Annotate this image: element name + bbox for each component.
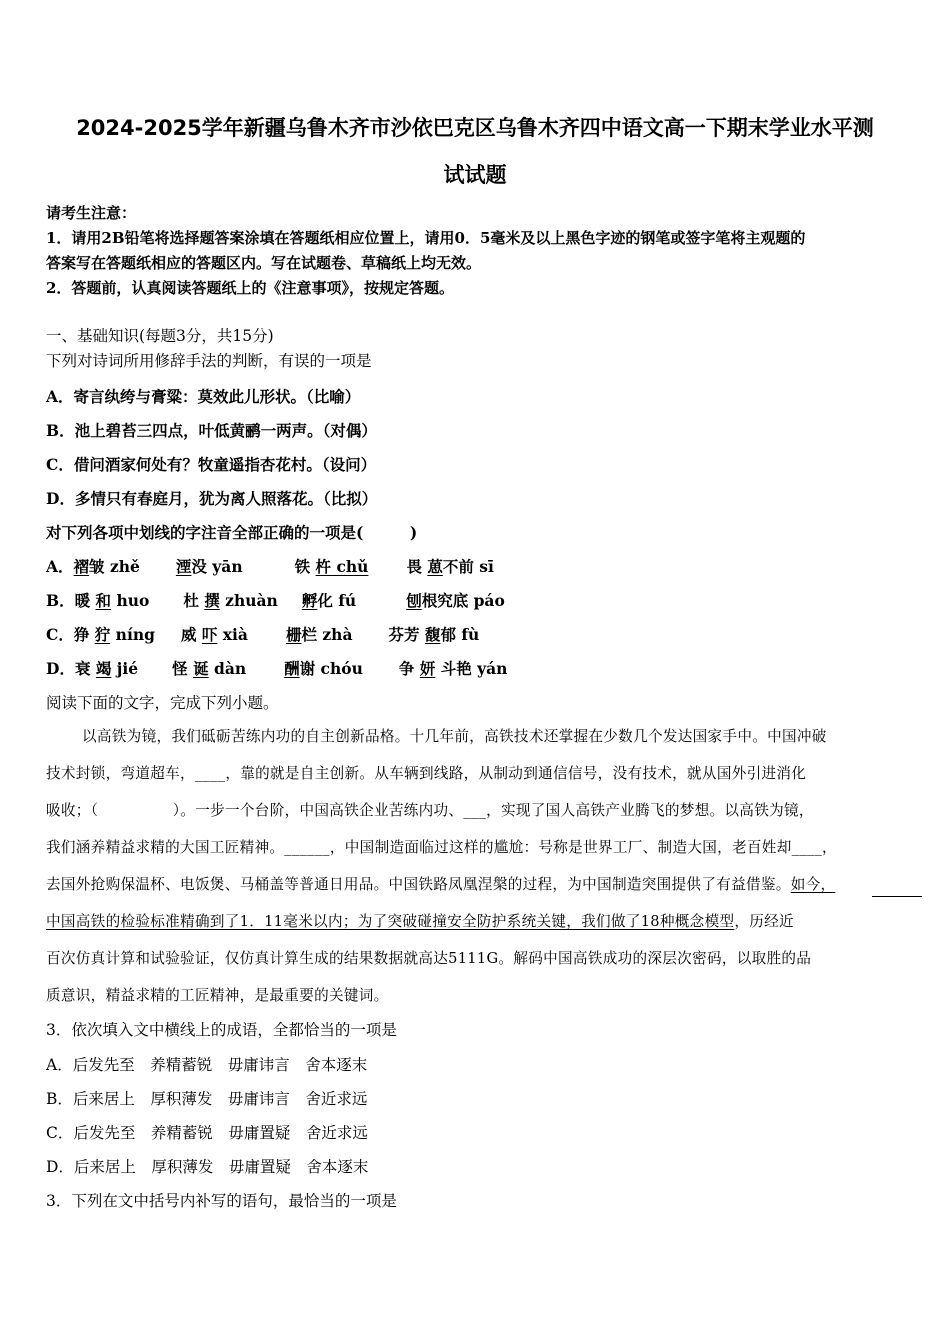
underlined-char: 葸 [427, 557, 443, 576]
question-3-option-b: B．后来居上 厚积薄发 毋庸讳言 舍近求远 [46, 1090, 368, 1108]
notice-item-1-continued: 答案写在答题纸相应的答题区内。写在试题卷、草稿纸上均无效。 [46, 254, 482, 272]
underlined-char: 狞 [94, 625, 111, 644]
passage-line: 百次仿真计算和试验验证，仅仿真计算生成的结果数据就高达5111G。解码中国高铁成功的深层次密码，以取胜的品 [46, 950, 812, 967]
underlined-char: 和 [95, 591, 112, 610]
question-2-option-d: D．衰 竭 jié 怪 诞 dàn 酬谢 chóu 争 妍 斗艳 yán [46, 659, 508, 678]
underline-rule [872, 896, 922, 897]
question-3-stem: 3．依次填入文中横线上的成语，全都恰当的一项是 [46, 1021, 397, 1039]
reading-instruction: 阅读下面的文字，完成下列小题。 [46, 694, 279, 712]
option-label: D． [46, 659, 75, 678]
question-1-option-c: C．借问酒家何处有？牧童遥指杏花村。（设问） [46, 455, 377, 474]
notice-heading: 请考生注意： [46, 204, 137, 222]
notice-item-1: 1．请用2B铅笔将选择题答案涂填在答题纸相应位置上，请用0．5毫米及以上黑色字迹的钢笔或签字笔将主观题的 [46, 229, 806, 247]
passage-line: 中国高铁的检验标准精确到了1．11毫米以内；为了突破碰撞安全防护系统关键，我们做了18种概念模型，历经近 [46, 913, 794, 930]
question-3-option-d: D．后来居上 厚积薄发 毋庸置疑 舍本逐末 [46, 1158, 369, 1176]
underlined-char: 湮 [175, 557, 192, 576]
option-label: C． [46, 625, 74, 644]
question-3-option-c: C．后发先至 养精蓄锐 毋庸置疑 舍近求远 [46, 1124, 368, 1142]
underlined-char: 妍 [419, 659, 436, 678]
question-2-option-c: C．狰 狞 níng 威 吓 xià 栅栏 zhà 芬芳 馥郁 fù [46, 625, 480, 644]
question-2-option-a: A．褶皱 zhě 湮没 yān 铁 杵 chǔ 畏 葸不前 sī [46, 557, 494, 576]
question-1-option-b: B．池上碧苔三四点，叶低黄鹂一两声。（对偶） [46, 421, 377, 440]
notice-item-2: 2．答题前，认真阅读答题纸上的《注意事项》，按规定答题。 [46, 279, 454, 297]
section-heading: 一、基础知识(每题3分，共15分) [46, 327, 274, 345]
underlined-char: 竭 [95, 659, 112, 678]
passage-line: 质意识，精益求精的工匠精神，是最重要的关键词。 [46, 987, 389, 1004]
underlined-char: 栅 [285, 625, 302, 644]
underlined-char: 馥 [424, 625, 441, 644]
underlined-char: 杵 [315, 557, 332, 576]
underlined-char: 诞 [193, 659, 209, 678]
underlined-char: 撰 [204, 591, 220, 610]
question-2-option-b: B．暖 和 huo 杜 撰 zhuàn 孵化 fú 刨根究底 páo [46, 591, 505, 610]
question-2-stem: 对下列各项中划线的字注音全部正确的一项是( ) [46, 523, 418, 542]
question-1-option-a: A．寄言纨绔与膏粱：莫效此儿形状。（比喻） [46, 387, 361, 406]
page-title: 2024-2025学年新疆乌鲁木齐市沙依巴克区乌鲁木齐四中语文高一下期末学业水平测 [76, 116, 874, 140]
option-label: A． [46, 557, 74, 576]
underlined-char: 酬 [284, 659, 300, 678]
underlined-char: 褶 [73, 557, 90, 576]
passage-line: 我们涵养精益求精的大国工匠精神。______，中国制造面临过这样的尴尬：号称是世界工厂、制造大国，老百姓却____， [46, 839, 837, 856]
passage-line: 技术封锁，弯道超车，____，靠的就是自主创新。从车辆到线路，从制动到通信信号，没有技术，就从国外引进消化 [46, 765, 807, 782]
passage-line: 以高铁为镜，我们砥砺苦练内功的自主创新品格。十几年前，高铁技术还掌握在少数几个发达国家手中。中国冲破 [82, 728, 827, 745]
passage-line: 吸收；（ ）。一步一个台阶，中国高铁企业苦练内功、___，实现了国人高铁产业腾飞的梦想。以高铁为镜， [46, 802, 814, 819]
underlined-char: 吓 [201, 625, 218, 644]
option-label: B． [46, 591, 75, 610]
passage-line: 去国外抢购保温杯、电饭煲、马桶盖等普通日用品。中国铁路凤凰涅槃的过程，为中国制造突围提供了有益借鉴。如今， [46, 876, 836, 893]
question-3-option-a: A．后发先至 养精蓄锐 毋庸讳言 舍本逐末 [46, 1056, 368, 1074]
underlined-char: 刨 [406, 591, 422, 610]
underlined-sentence: 如今， [790, 876, 836, 893]
underlined-char: 孵 [301, 591, 318, 610]
question-1-option-d: D．多情只有春庭月，犹为离人照落花。（比拟） [46, 489, 378, 508]
underlined-sentence: 中国高铁的检验标准精确到了1．11毫米以内；为了突破碰撞安全防护系统关键，我们做了18种概念模型 [46, 913, 735, 930]
page-title-continued: 试试题 [443, 163, 507, 187]
question-4-stem: 3．下列在文中括号内补写的语句，最恰当的一项是 [46, 1192, 397, 1210]
question-1-stem: 下列对诗词所用修辞手法的判断，有误的一项是 [46, 352, 372, 370]
